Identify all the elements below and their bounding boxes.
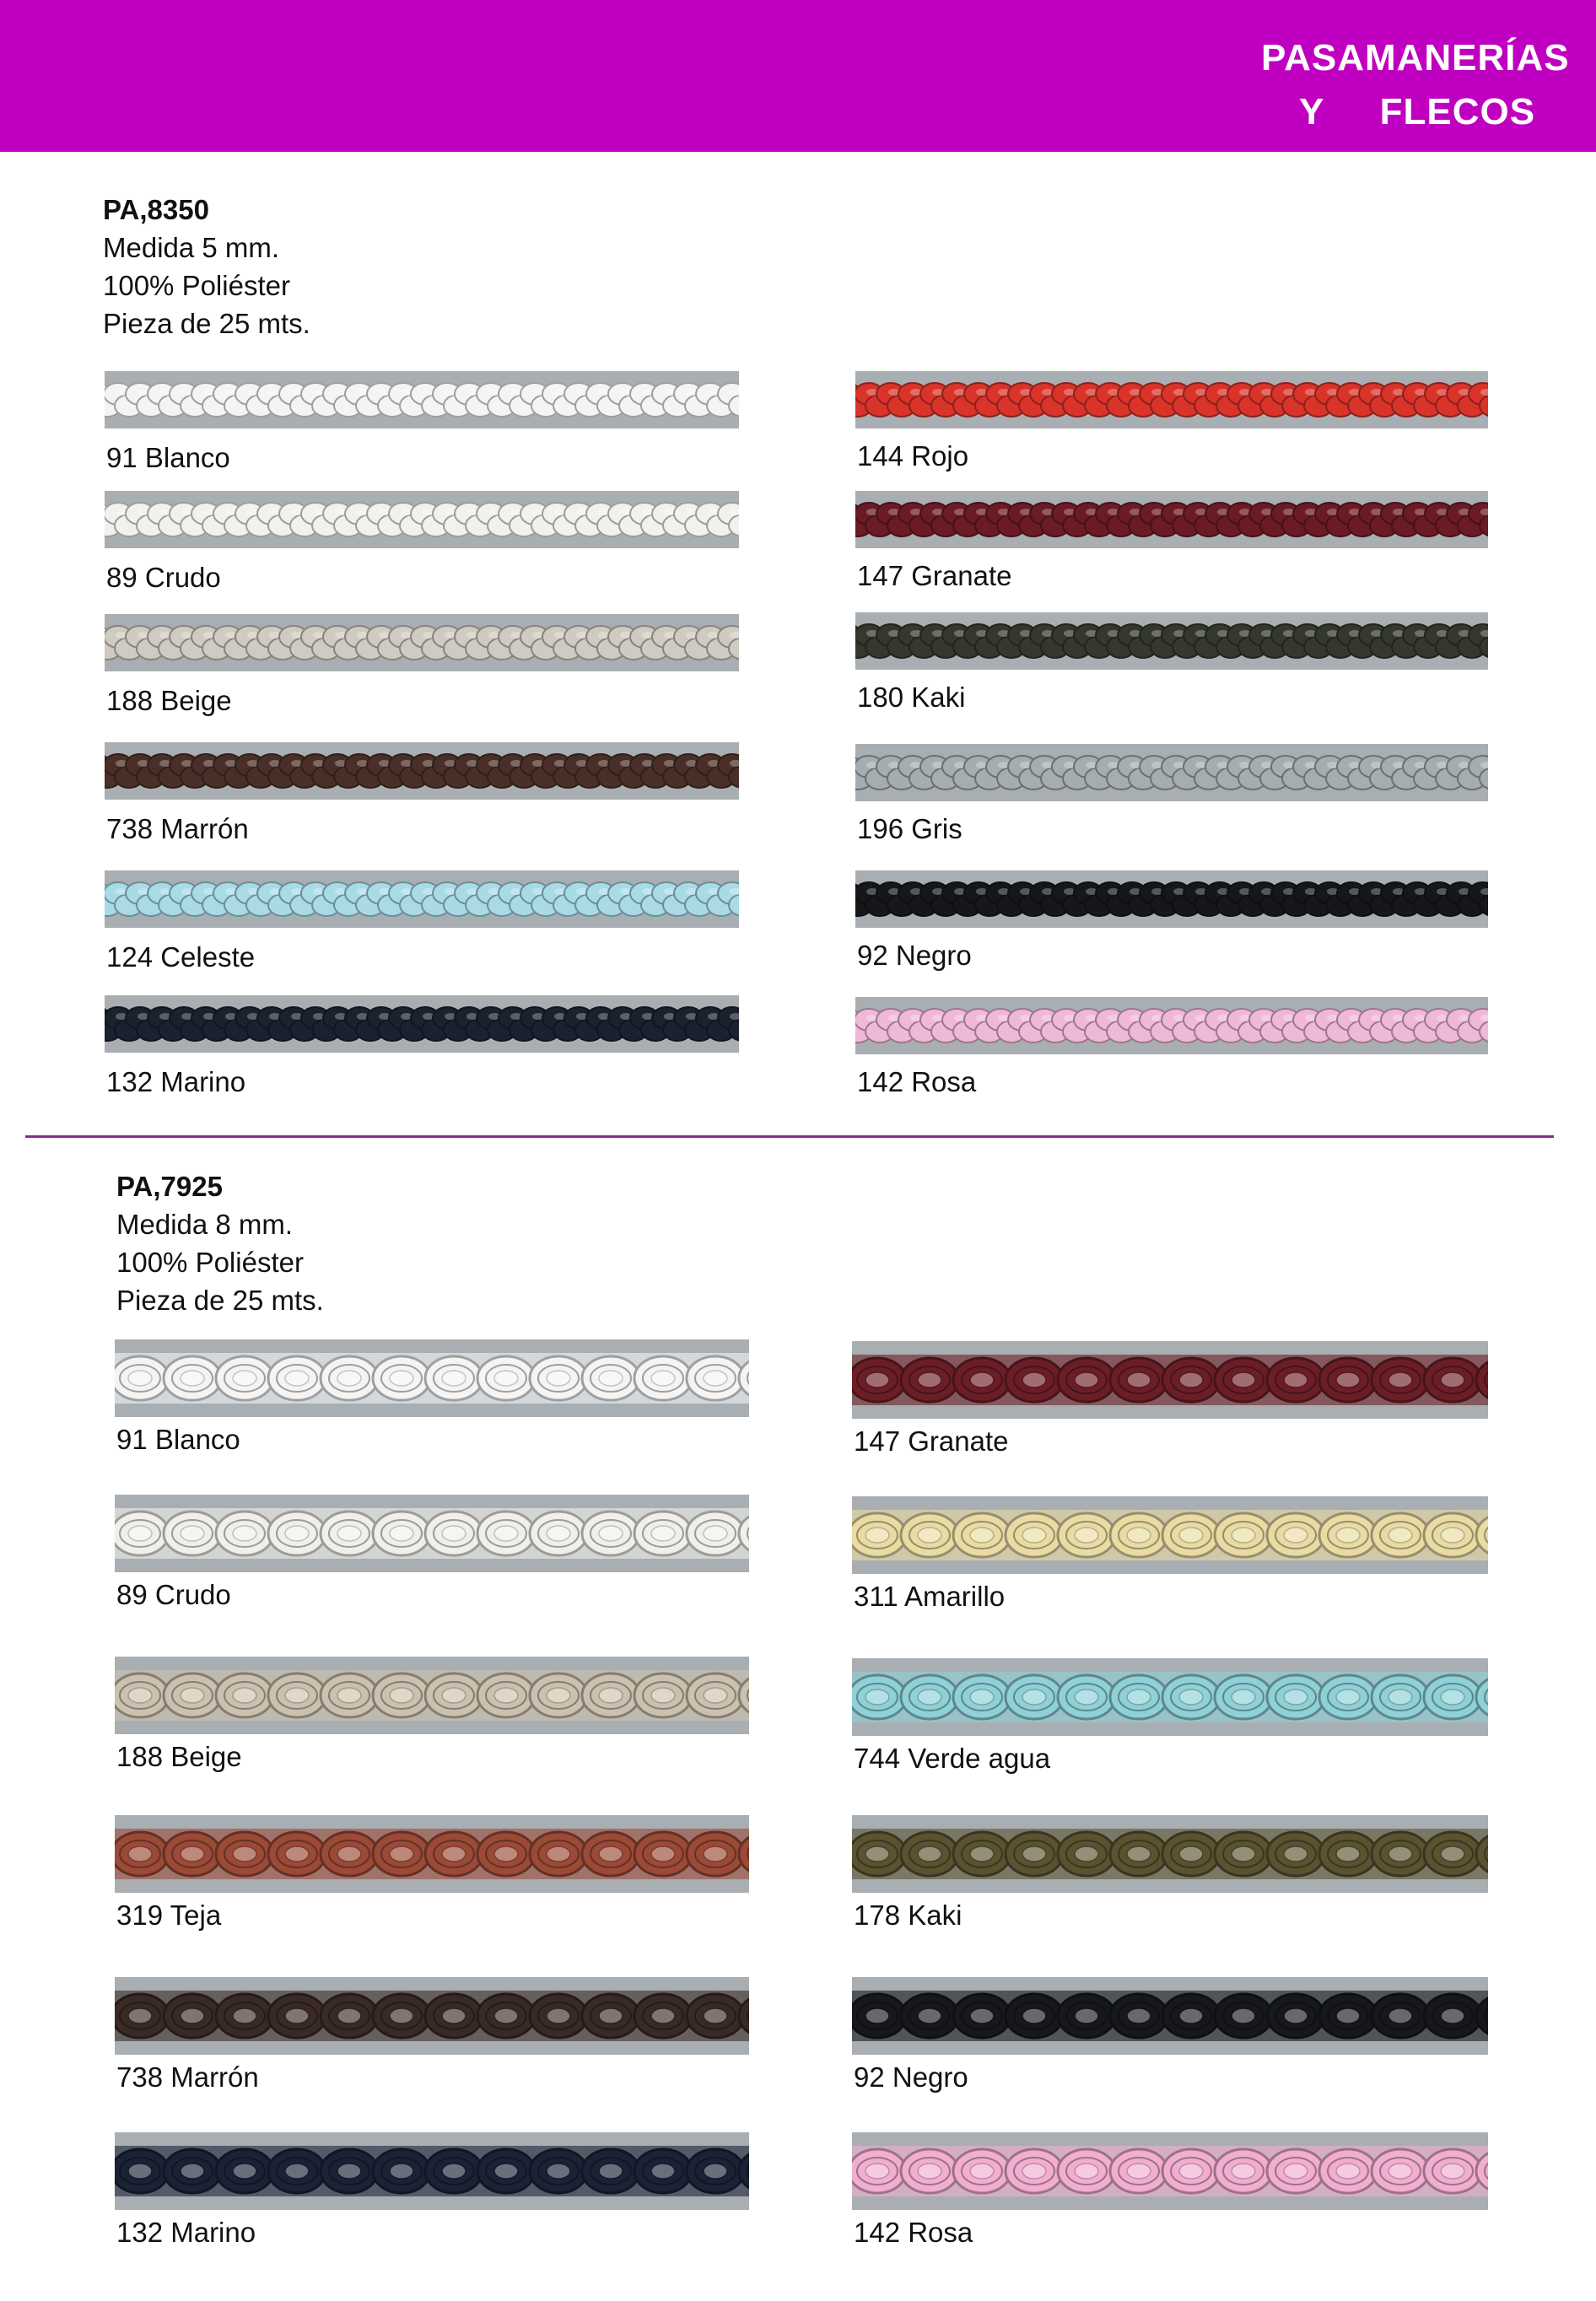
color-label: 89 Crudo: [106, 562, 221, 593]
product-reference: PA,7925: [116, 1171, 223, 1202]
trim-swatch-89-crudo: [105, 491, 739, 548]
color-label: 738 Marrón: [106, 813, 249, 844]
trim-swatch-147-granate: [855, 491, 1488, 548]
color-label: 188 Beige: [116, 1741, 242, 1772]
trim-swatch-142-rosa: [852, 2132, 1488, 2210]
trim-swatch-89-crudo: [115, 1495, 749, 1572]
product-specs-pa7925: [116, 1167, 324, 1319]
color-label: 196 Gris: [857, 813, 962, 844]
color-label: 142 Rosa: [854, 2217, 973, 2248]
color-label: 738 Marrón: [116, 2061, 259, 2093]
product-reference: PA,8350: [103, 194, 209, 225]
trim-swatch-188-beige: [105, 614, 739, 671]
header-banner: [0, 0, 1596, 152]
color-label: 89 Crudo: [116, 1579, 231, 1610]
color-label: 147 Granate: [854, 1425, 1009, 1457]
section-divider: [25, 1135, 1554, 1138]
color-label: 188 Beige: [106, 685, 232, 716]
trim-swatch-178-kaki: [852, 1815, 1488, 1893]
color-label: 147 Granate: [857, 560, 1012, 591]
trim-swatch-132-marino: [105, 995, 739, 1053]
trim-swatch-311-amarillo: [852, 1496, 1488, 1574]
color-label: 178 Kaki: [854, 1900, 962, 1931]
product-size: Medida 5 mm.: [103, 232, 280, 263]
trim-swatch-319-teja: [115, 1815, 749, 1893]
product-piece-length: Pieza de 25 mts.: [103, 308, 310, 339]
trim-swatch-132-marino: [115, 2132, 749, 2210]
product-material: 100% Poliéster: [103, 270, 290, 301]
header-title-line-2: Y FLECOS: [1299, 91, 1536, 132]
trim-swatch-738-marr-n: [115, 1977, 749, 2055]
color-label: 132 Marino: [116, 2217, 256, 2248]
trim-swatch-124-celeste: [105, 870, 739, 928]
trim-swatch-92-negro: [855, 870, 1488, 928]
trim-swatch-147-granate: [852, 1341, 1488, 1419]
color-label: 311 Amarillo: [854, 1581, 1006, 1612]
color-label: 144 Rojo: [857, 440, 969, 472]
product-size: Medida 8 mm.: [116, 1209, 294, 1240]
trim-swatch-738-marr-n: [105, 742, 739, 800]
color-label: 91 Blanco: [106, 442, 230, 473]
color-label: 91 Blanco: [116, 1424, 240, 1455]
product-material: 100% Poliéster: [116, 1247, 304, 1278]
trim-swatch-91-blanco: [115, 1339, 749, 1417]
product-piece-length: Pieza de 25 mts.: [116, 1285, 324, 1316]
trim-swatch-744-verde-agua: [852, 1658, 1488, 1736]
trim-swatch-92-negro: [852, 1977, 1488, 2055]
color-label: 92 Negro: [857, 940, 972, 971]
trim-swatch-188-beige: [115, 1657, 749, 1734]
trim-swatch-142-rosa: [855, 997, 1488, 1054]
header-title-line-1: PASAMANERÍAS: [1261, 37, 1570, 78]
trim-swatch-196-gris: [855, 744, 1488, 801]
color-label: 142 Rosa: [857, 1066, 977, 1097]
trim-swatch-144-rojo: [855, 371, 1488, 428]
color-label: 132 Marino: [106, 1066, 246, 1097]
color-label: 180 Kaki: [857, 682, 966, 713]
trim-swatch-91-blanco: [105, 371, 739, 428]
color-label: 124 Celeste: [106, 941, 256, 973]
color-label: 319 Teja: [116, 1900, 222, 1931]
product-specs-pa8350: [103, 191, 310, 342]
color-label: 92 Negro: [854, 2061, 968, 2093]
trim-swatch-180-kaki: [855, 612, 1488, 670]
color-label: 744 Verde agua: [854, 1743, 1051, 1774]
